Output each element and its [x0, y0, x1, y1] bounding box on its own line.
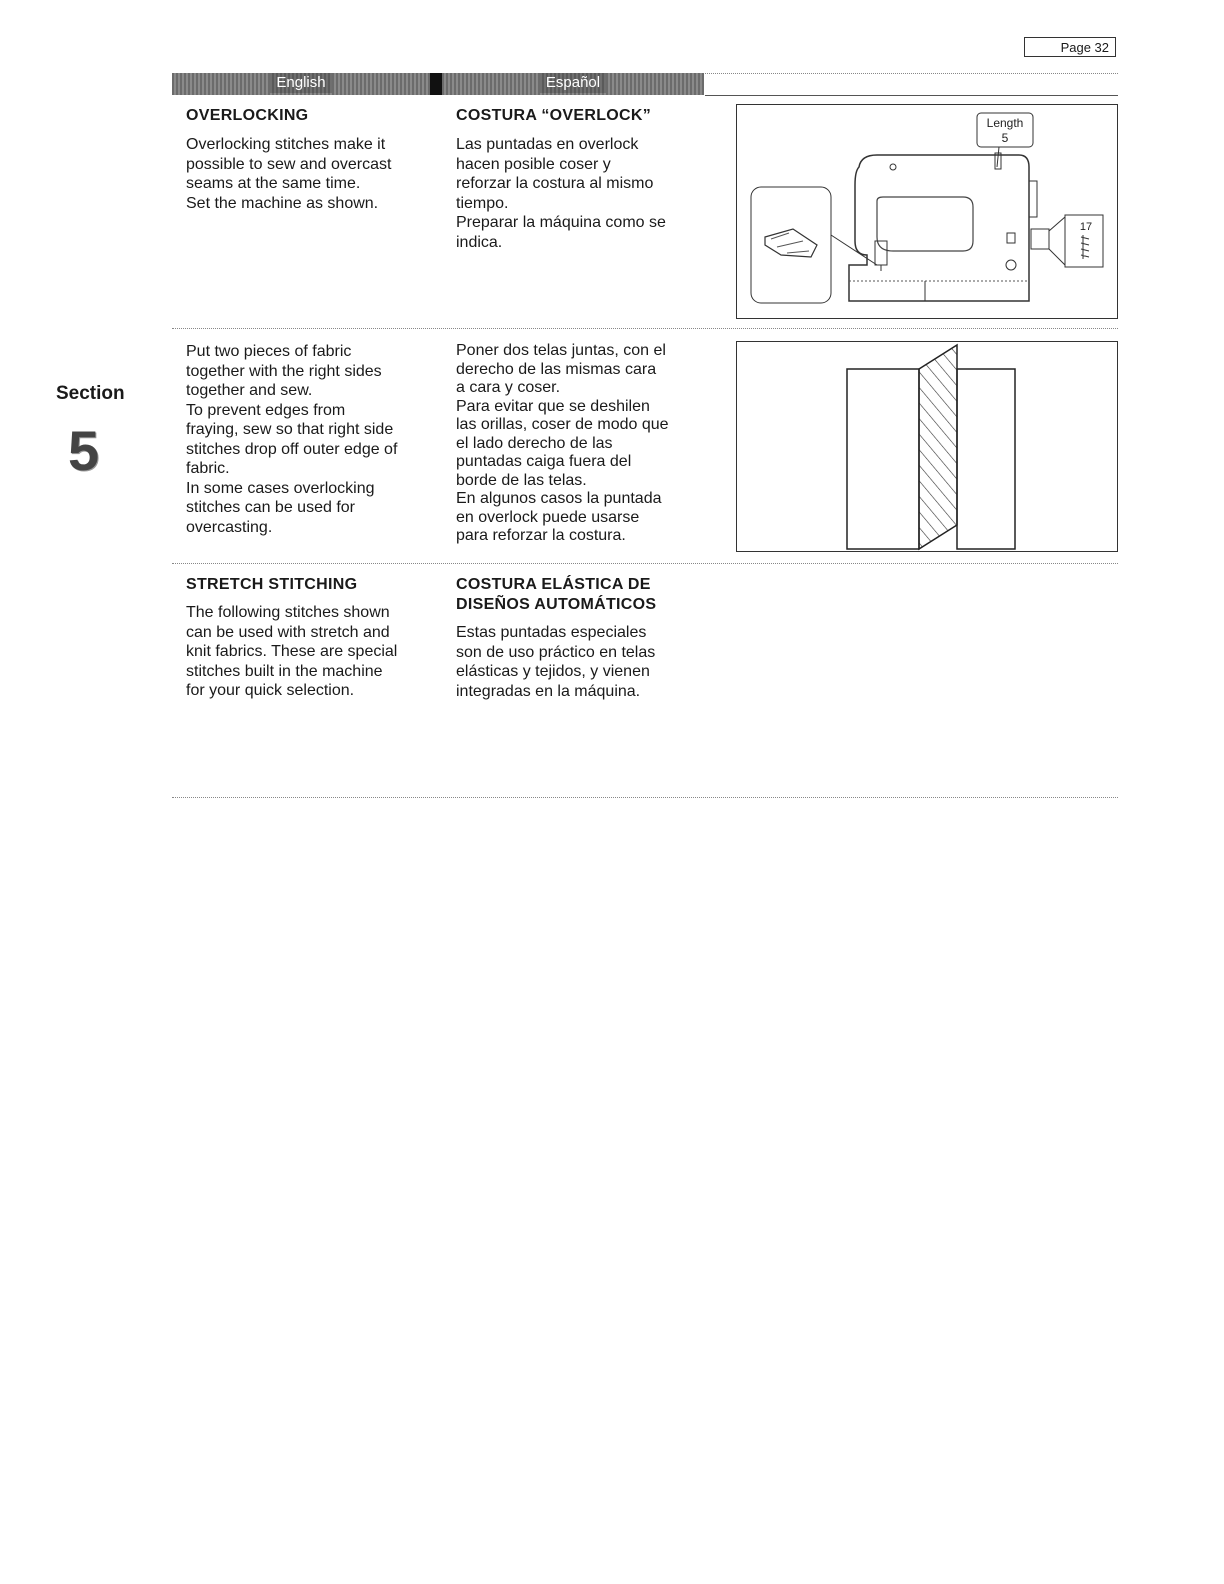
text-line: Las puntadas en overlock	[456, 136, 639, 153]
text-line: para reforzar la costura.	[456, 527, 626, 544]
text-line: Overlocking stitches make it	[186, 136, 386, 153]
text-line: fraying, sew so that right side	[186, 421, 394, 438]
stretch-text-es	[456, 623, 694, 701]
machine-arm-opening	[877, 197, 973, 251]
pattern-dial	[1031, 229, 1049, 249]
machine-body	[849, 155, 1029, 301]
pattern-pointer	[1049, 217, 1065, 265]
overlock-seam-edge	[919, 345, 957, 549]
text-line: Preparar la máquina como se	[456, 214, 666, 231]
text-line: indica.	[456, 233, 503, 251]
text-line: en overlock puede usarse	[456, 508, 640, 526]
language-separator	[430, 73, 442, 95]
text-line: stitches can be used for	[186, 499, 355, 516]
fabric-right-piece	[957, 369, 1015, 549]
fabric-seam-figure	[736, 341, 1118, 552]
presser-foot-inset	[751, 187, 831, 303]
fabric-left-piece	[847, 369, 919, 549]
pattern-value: 17	[1079, 221, 1093, 233]
stretch-heading-en: STRETCH STITCHING	[186, 576, 358, 593]
fabric-text-es	[456, 342, 694, 546]
text-line: fabric.	[186, 460, 230, 477]
text-line: knit fabrics. These are special	[186, 643, 398, 660]
divider-1	[172, 328, 1118, 329]
text-line: Put two pieces of fabric	[186, 343, 352, 360]
text-line: In some cases overlocking	[186, 479, 375, 497]
overlocking-heading-en: OVERLOCKING	[186, 107, 309, 124]
divider-3	[172, 797, 1118, 798]
divider-2	[172, 563, 1118, 564]
text-line: el lado derecho de las	[456, 434, 613, 452]
language-label-english: English	[270, 73, 331, 93]
needle-bar	[875, 241, 887, 265]
section-number: 5	[68, 419, 100, 482]
top-rule	[705, 73, 1118, 74]
fabric-seam-illustration	[737, 342, 1117, 551]
heading-line: DISEÑOS AUTOMÁTICOS	[456, 596, 657, 613]
selector-button	[1007, 233, 1015, 243]
text-line: To prevent edges from	[186, 401, 346, 419]
language-label-spanish: Español	[540, 73, 606, 93]
length-label: Length	[986, 116, 1024, 130]
overlocking-heading-es: COSTURA “OVERLOCK”	[456, 107, 652, 124]
text-line: las orillas, coser de modo que	[456, 416, 669, 433]
text-line: stitches drop off outer edge of	[186, 440, 398, 458]
text-line: seams at the same time.	[186, 175, 361, 192]
text-line: together and sew.	[186, 382, 313, 399]
language-bar-english	[172, 73, 430, 95]
text-line: tiempo.	[456, 194, 509, 212]
text-line: derecho de las mismas cara	[456, 360, 657, 378]
text-line: together with the right sides	[186, 362, 382, 380]
language-bar-rule	[705, 95, 1118, 96]
reverse-knob	[1006, 260, 1016, 270]
handwheel	[1029, 181, 1037, 217]
length-pointer	[997, 147, 999, 167]
text-line: reforzar la costura al mismo	[456, 175, 654, 192]
heading-line: COSTURA ELÁSTICA DE	[456, 576, 651, 593]
text-line: Poner dos telas juntas, con el	[456, 342, 666, 359]
text-line: a cara y coser.	[456, 379, 561, 396]
section-label: Section	[56, 383, 125, 404]
text-line: Set the machine as shown.	[186, 194, 379, 212]
length-value: 5	[1001, 131, 1009, 145]
text-line: Estas puntadas especiales	[456, 624, 647, 641]
text-line: Para evitar que se deshilen	[456, 397, 650, 415]
text-line: overcasting.	[186, 518, 273, 536]
text-line: puntadas caiga fuera del	[456, 453, 632, 470]
overlocking-text-es	[456, 135, 694, 252]
text-line: hacen posible coser y	[456, 155, 611, 173]
text-line: can be used with stretch and	[186, 623, 390, 641]
text-line: son de uso práctico en telas	[456, 643, 656, 661]
fabric-text-en	[186, 342, 424, 537]
language-bar-spanish	[442, 73, 704, 95]
sewing-machine-illustration	[737, 105, 1117, 318]
text-line: stitches built in the machine	[186, 662, 383, 680]
text-line: for your quick selection.	[186, 682, 355, 699]
sewing-machine-figure	[736, 104, 1118, 319]
text-line: borde de las telas.	[456, 471, 587, 489]
stretch-text-en	[186, 603, 424, 701]
presser-foot-pointer	[831, 235, 877, 265]
text-line: En algunos casos la puntada	[456, 490, 662, 507]
page-number: Page 32	[1024, 37, 1116, 57]
text-line: elásticas y tejidos, y vienen	[456, 663, 650, 680]
text-line: integradas en la máquina.	[456, 682, 641, 700]
text-line: possible to sew and overcast	[186, 155, 392, 173]
text-line: The following stitches shown	[186, 604, 390, 621]
thread-guide-icon	[890, 164, 896, 170]
overlocking-text-en	[186, 135, 424, 213]
stretch-heading-es	[456, 575, 694, 615]
